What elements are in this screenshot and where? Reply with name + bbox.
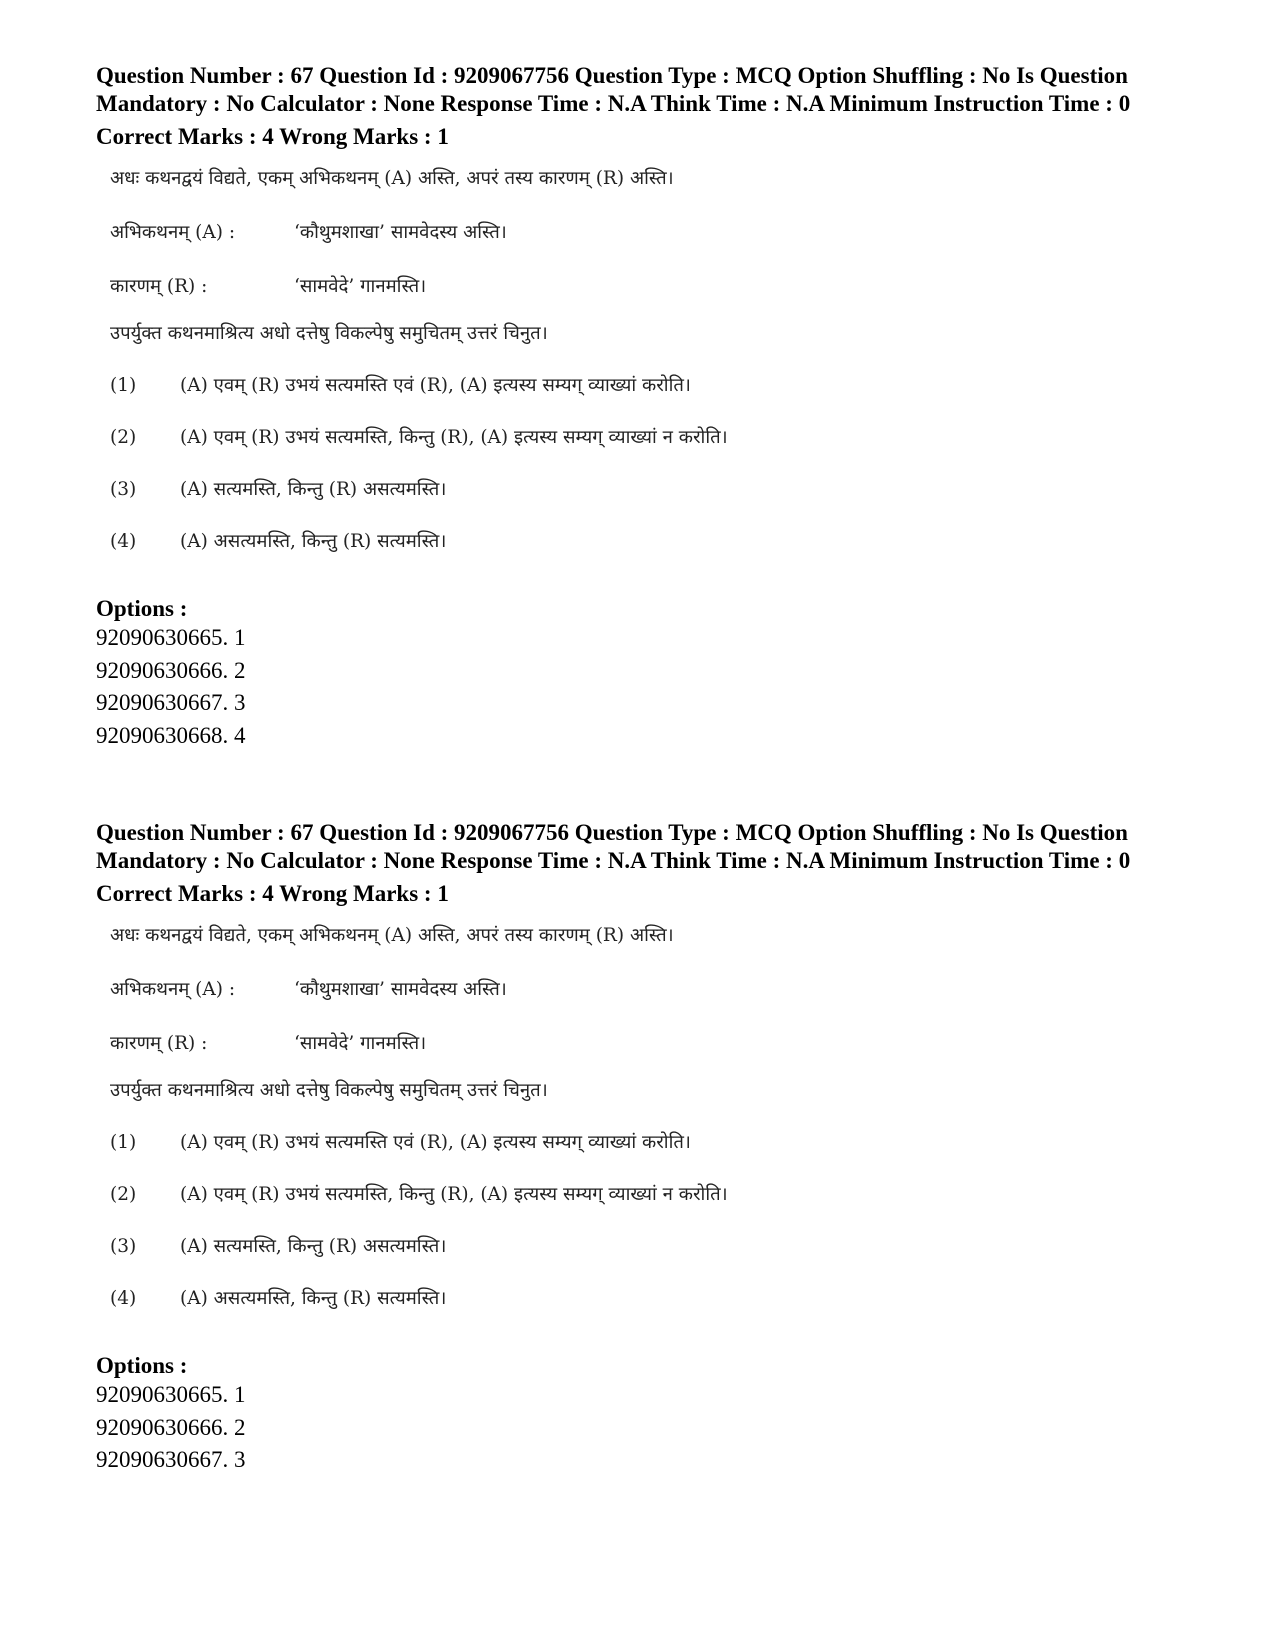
question-image (110, 166, 1186, 555)
question-image (110, 923, 1186, 1312)
question-instruction: उपर्युक्त कथनमाश्रित्य अधो दत्तेषु विकल्पेषु समुचितम् उत्तरं चिनुत। (110, 323, 548, 344)
reason-text: ‘सामवेदे’ गानमस्ति। (294, 276, 427, 297)
question-intro: अधः कथनद्वयं विद्यते, एकम् अभिकथनम् (A) अस्ति, अपरं तस्य कारणम् (R) अस्ति। (110, 168, 674, 189)
marks-line: Correct Marks : 4 Wrong Marks : 1 (96, 881, 449, 906)
reason-text: ‘सामवेदे’ गानमस्ति। (294, 1033, 427, 1054)
question-header: Question Number : 67 Question Id : 9209067756 Question Type : MCQ Option Shuffling : No Is Question Mandatory : No Calculator : None Response Time : N.A Think Time : N.A Minimum Instruction Time : 0 (96, 63, 1131, 116)
assertion-text: ‘कौथुमशाखा’ सामवेदस्य अस्ति। (294, 979, 507, 1000)
assertion-text: ‘कौथुमशाखा’ सामवेदस्य अस्ति। (294, 222, 507, 243)
assertion-label: अभिकथनम् (A) : (110, 979, 236, 1000)
options-heading: Options : (96, 1353, 188, 1378)
choice-number: (3) (110, 479, 137, 500)
choice-text: (A) सत्यमस्ति, किन्तु (R) असत्यमस्ति। (180, 1236, 447, 1257)
assertion-row (110, 977, 1186, 1003)
choice-number: (1) (110, 375, 137, 396)
reason-row (110, 274, 1186, 300)
choice-row (110, 1234, 1186, 1260)
options-list (96, 1379, 1186, 1477)
question-block (96, 819, 1186, 1477)
question-header: Question Number : 67 Question Id : 9209067756 Question Type : MCQ Option Shuffling : No Is Question Mandatory : No Calculator : None Response Time : N.A Think Time : N.A Minimum Instruction Time : 0 (96, 820, 1131, 873)
question-intro: अधः कथनद्वयं विद्यते, एकम् अभिकथनम् (A) अस्ति, अपरं तस्य कारणम् (R) अस्ति। (110, 925, 674, 946)
choice-number: (2) (110, 1184, 137, 1205)
choice-row (110, 425, 1186, 451)
options-heading: Options : (96, 596, 188, 621)
question-instruction: उपर्युक्त कथनमाश्रित्य अधो दत्तेषु विकल्पेषु समुचितम् उत्तरं चिनुत। (110, 1080, 548, 1101)
choice-text: (A) एवम् (R) उभयं सत्यमस्ति, किन्तु (R), (A) इत्यस्य सम्यग् व्याख्यां न करोति। (180, 1184, 728, 1205)
option-item: 92090630666. 2 (96, 657, 246, 683)
option-item: 92090630665. 1 (96, 625, 246, 650)
assertion-label: अभिकथनम् (A) : (110, 222, 236, 243)
options-list (96, 622, 1186, 752)
reason-row (110, 1031, 1186, 1057)
choice-row (110, 477, 1186, 503)
choice-row (110, 1286, 1186, 1312)
choice-text: (A) एवम् (R) उभयं सत्यमस्ति एवं (R), (A) इत्यस्य सम्यग् व्याख्यां करोति। (180, 375, 691, 396)
choice-row (110, 529, 1186, 555)
choice-row (110, 1182, 1186, 1208)
option-item: 92090630666. 2 (96, 1414, 246, 1440)
reason-label: कारणम् (R) : (110, 1033, 208, 1054)
choice-text: (A) सत्यमस्ति, किन्तु (R) असत्यमस्ति। (180, 479, 447, 500)
choice-row (110, 1130, 1186, 1156)
choice-text: (A) असत्यमस्ति, किन्तु (R) सत्यमस्ति। (180, 1288, 447, 1309)
choice-number: (3) (110, 1236, 137, 1257)
choice-number: (4) (110, 531, 137, 552)
choice-text: (A) एवम् (R) उभयं सत्यमस्ति, किन्तु (R), (A) इत्यस्य सम्यग् व्याख्यां न करोति। (180, 427, 728, 448)
choice-row (110, 373, 1186, 399)
choice-text: (A) असत्यमस्ति, किन्तु (R) सत्यमस्ति। (180, 531, 447, 552)
question-block (96, 62, 1186, 752)
choice-number: (1) (110, 1132, 137, 1153)
option-item: 92090630668. 4 (96, 722, 246, 748)
option-item: 92090630665. 1 (96, 1382, 246, 1407)
marks-line: Correct Marks : 4 Wrong Marks : 1 (96, 124, 449, 149)
reason-label: कारणम् (R) : (110, 276, 208, 297)
option-item: 92090630667. 3 (96, 1447, 246, 1472)
choice-text: (A) एवम् (R) उभयं सत्यमस्ति एवं (R), (A) इत्यस्य सम्यग् व्याख्यां करोति। (180, 1132, 691, 1153)
assertion-row (110, 220, 1186, 246)
option-item: 92090630667. 3 (96, 690, 246, 715)
choice-number: (4) (110, 1288, 137, 1309)
choice-number: (2) (110, 427, 137, 448)
